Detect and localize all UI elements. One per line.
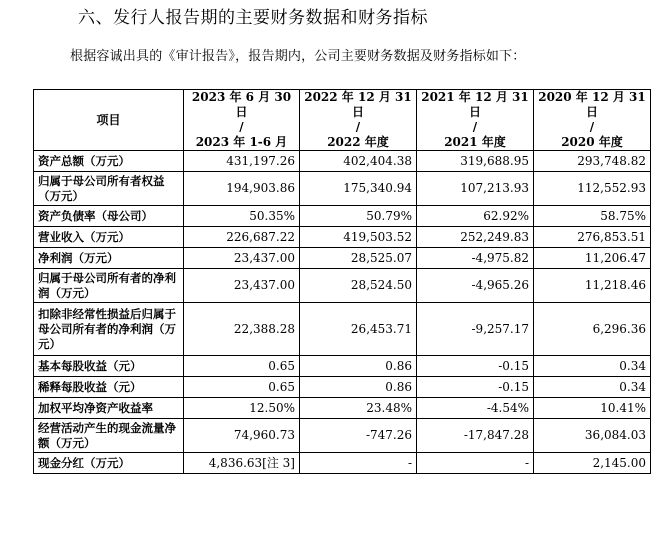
table-cell: 62.92% — [417, 206, 534, 227]
row-label: 扣除非经常性损益后归属于母公司所有者的净利润（万元） — [34, 303, 184, 356]
table-row — [34, 227, 651, 248]
financial-data-table — [33, 89, 651, 474]
row-label: 资产总额（万元） — [34, 151, 184, 172]
table-row — [34, 269, 651, 303]
period-range: 2022 年度 — [327, 135, 389, 149]
table-row — [34, 356, 651, 377]
table-row — [34, 453, 651, 474]
row-label: 现金分红（万元） — [34, 453, 184, 474]
table-cell: 23.48% — [300, 398, 417, 419]
table-cell: 107,213.93 — [417, 172, 534, 206]
table-row — [34, 303, 651, 356]
row-label: 归属于母公司所有者的净利润（万元） — [34, 269, 184, 303]
table-cell: 402,404.38 — [300, 151, 417, 172]
period-range: 2021 年度 — [444, 135, 506, 149]
period-slash: / — [589, 120, 595, 134]
period-header — [300, 90, 417, 151]
section-title: 六、发行人报告期的主要财务数据和财务指标 — [78, 8, 428, 28]
table-cell: 0.86 — [300, 377, 417, 398]
table-cell: 22,388.28 — [184, 303, 300, 356]
table-cell: -4.54% — [417, 398, 534, 419]
table-cell: 0.65 — [184, 356, 300, 377]
period-date: 2020 年 12 月 31 日 — [538, 90, 646, 119]
period-header — [534, 90, 651, 151]
table-row — [34, 172, 651, 206]
table-cell: 10.41% — [534, 398, 651, 419]
table-cell: -4,965.26 — [417, 269, 534, 303]
intro-paragraph: 根据容诚出具的《审计报告》，报告期内，公司主要财务数据及财务指标如下： — [70, 49, 526, 64]
table-row — [34, 206, 651, 227]
table-cell: 23,437.00 — [184, 269, 300, 303]
table-cell: 194,903.86 — [184, 172, 300, 206]
table-cell: 276,853.51 — [534, 227, 651, 248]
table-cell: 175,340.94 — [300, 172, 417, 206]
item-column-header: 项目 — [34, 90, 184, 151]
table-cell: 11,218.46 — [534, 269, 651, 303]
table-cell: -9,257.17 — [417, 303, 534, 356]
table-cell: 6,296.36 — [534, 303, 651, 356]
period-slash: / — [239, 120, 244, 134]
row-label: 加权平均净资产收益率 — [34, 398, 184, 419]
table-row — [34, 398, 651, 419]
row-label: 稀释每股收益（元） — [34, 377, 184, 398]
period-range: 2023 年 1-6 月 — [195, 135, 288, 149]
table-cell: 58.75% — [534, 206, 651, 227]
row-label: 净利润（万元） — [34, 248, 184, 269]
table-cell: -747.26 — [300, 419, 417, 453]
table-cell: 226,687.22 — [184, 227, 300, 248]
table-cell: 4,836.63[注 3] — [184, 453, 300, 474]
table-cell: 28,525.07 — [300, 248, 417, 269]
period-slash: / — [472, 120, 478, 134]
table-cell: 0.65 — [184, 377, 300, 398]
table-cell: -4,975.82 — [417, 248, 534, 269]
table-cell: 23,437.00 — [184, 248, 300, 269]
table-cell: 12.50% — [184, 398, 300, 419]
table-cell: -17,847.28 — [417, 419, 534, 453]
table-cell: 0.34 — [534, 377, 651, 398]
table-cell: 0.34 — [534, 356, 651, 377]
row-label: 基本每股收益（元） — [34, 356, 184, 377]
table-cell: 36,084.03 — [534, 419, 651, 453]
table-row — [34, 248, 651, 269]
row-label: 资产负债率（母公司） — [34, 206, 184, 227]
table-cell: 50.79% — [300, 206, 417, 227]
period-range: 2020 年度 — [561, 135, 623, 149]
table-cell: 252,249.83 — [417, 227, 534, 248]
table-cell: 74,960.73 — [184, 419, 300, 453]
table-cell: 11,206.47 — [534, 248, 651, 269]
table-cell: 28,524.50 — [300, 269, 417, 303]
table-cell: 50.35% — [184, 206, 300, 227]
period-slash: / — [355, 120, 361, 134]
table-row — [34, 419, 651, 453]
row-label: 经营活动产生的现金流量净额（万元） — [34, 419, 184, 453]
row-label: 归属于母公司所有者权益（万元） — [34, 172, 184, 206]
table-row — [34, 377, 651, 398]
table-cell: 0.86 — [300, 356, 417, 377]
table-header-row — [34, 90, 651, 151]
table-cell: 431,197.26 — [184, 151, 300, 172]
table-cell: -0.15 — [417, 356, 534, 377]
period-date: 2023 年 6 月 30 日 — [191, 90, 292, 119]
table-cell: - — [417, 453, 534, 474]
table-cell: -0.15 — [417, 377, 534, 398]
table-cell: 319,688.95 — [417, 151, 534, 172]
table-cell: 419,503.52 — [300, 227, 417, 248]
row-label: 营业收入（万元） — [34, 227, 184, 248]
table-cell: 112,552.93 — [534, 172, 651, 206]
table-cell: 293,748.82 — [534, 151, 651, 172]
period-header — [417, 90, 534, 151]
period-date: 2022 年 12 月 31 日 — [304, 90, 412, 119]
table-cell: - — [300, 453, 417, 474]
table-row — [34, 151, 651, 172]
period-header — [184, 90, 300, 151]
period-date: 2021 年 12 月 31 日 — [421, 90, 529, 119]
table-cell: 2,145.00 — [534, 453, 651, 474]
table-cell: 26,453.71 — [300, 303, 417, 356]
